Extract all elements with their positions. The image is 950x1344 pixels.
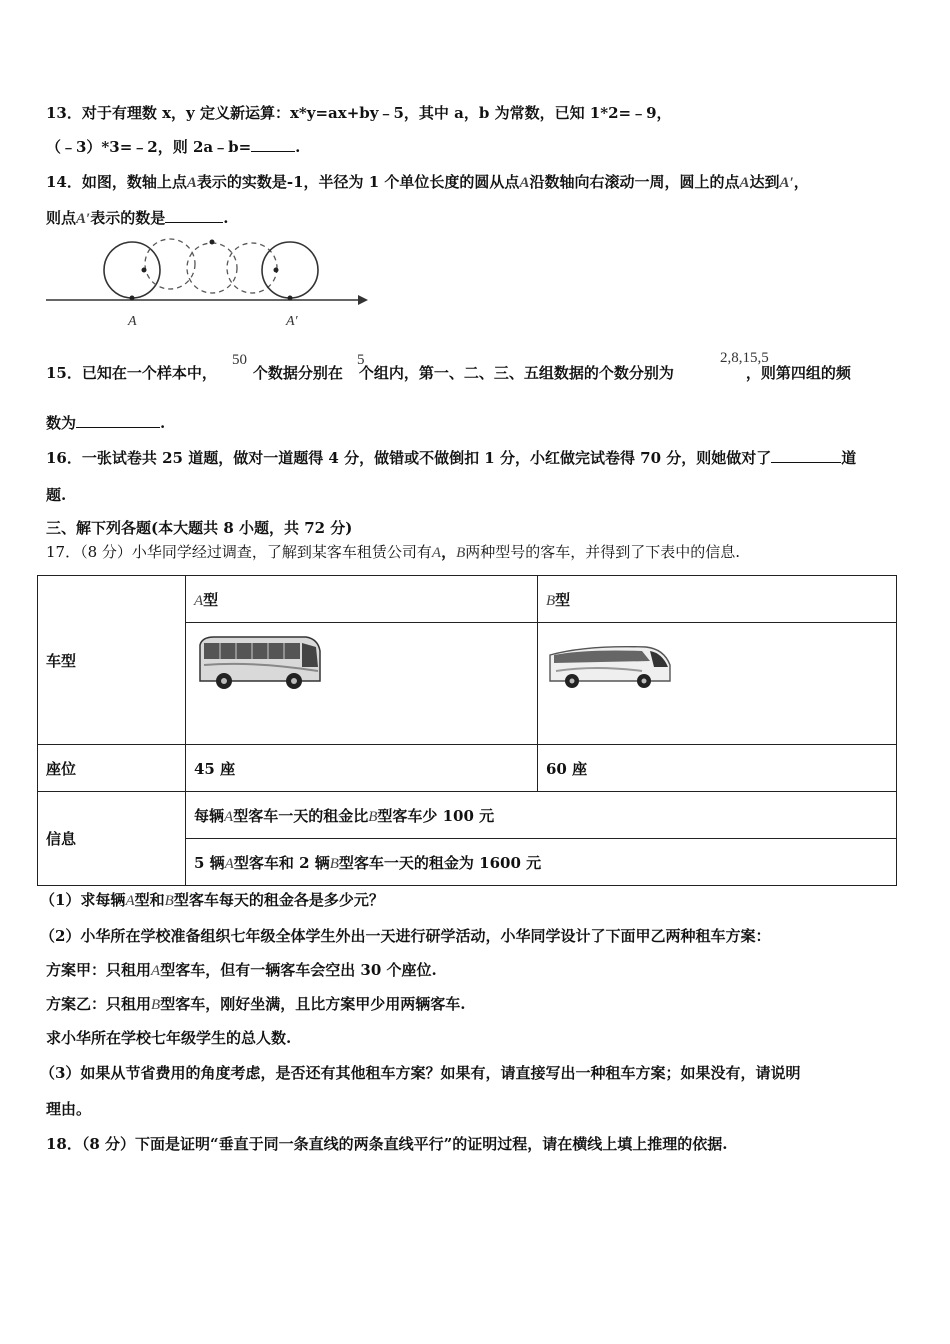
type-b-letter: B bbox=[546, 592, 556, 609]
q17-p1-a: （1）求每辆 bbox=[40, 891, 126, 909]
type-b-suffix: 型 bbox=[555, 590, 571, 609]
q16-text-end: 道 bbox=[841, 449, 857, 467]
info-line-1 bbox=[186, 792, 897, 839]
point-a-prime-dot bbox=[288, 296, 293, 301]
bus-info-table bbox=[37, 575, 897, 886]
q17-p1-c: 型客车每天的租金各是多少元？ bbox=[173, 891, 384, 909]
q14-line2-b: 表示的数是 bbox=[90, 209, 166, 227]
q15-line2-suffix: . bbox=[160, 414, 166, 432]
q17-part1 bbox=[40, 890, 384, 911]
info2-c: 型客车一天的租金为 1600 元 bbox=[338, 853, 542, 872]
info1-a: 每辆 bbox=[194, 806, 225, 825]
info1-letter-b: B bbox=[368, 808, 378, 825]
q13-line2-suffix: . bbox=[295, 138, 301, 156]
plan-b-suffix: 型客车，刚好坐满，且比方案甲少用两辆客车. bbox=[160, 995, 466, 1013]
row-label-info: 信息 bbox=[38, 792, 186, 886]
q15-part2: 个数据分别在 bbox=[252, 364, 343, 382]
q14-point-a-3: A bbox=[739, 175, 750, 191]
q16-line1 bbox=[46, 448, 856, 468]
q14-point-a-prime-2: A′ bbox=[76, 211, 91, 227]
q14-text-e: ， bbox=[793, 173, 809, 191]
q14-text-c: 沿数轴向右滚动一周，圆上的点 bbox=[529, 173, 740, 191]
q17-intro bbox=[46, 542, 740, 563]
section3-heading: 三、解下列各题(本大题共 8 小题，共 72 分) bbox=[46, 519, 353, 537]
info2-a: 5 辆 bbox=[194, 853, 225, 872]
q13-line1: 13．对于有理数 x，y 定义新运算：x*y=ax+by﹣5，其中 a，b 为常数，已知 1*2=﹣9， bbox=[46, 104, 672, 122]
type-a-suffix: 型 bbox=[203, 590, 219, 609]
bus-b-image-cell bbox=[538, 623, 897, 745]
q14-line1 bbox=[46, 172, 809, 193]
q14-point-a-prime: A′ bbox=[779, 175, 794, 191]
q14-answer-blank[interactable] bbox=[165, 208, 223, 223]
info2-letter-b: B bbox=[329, 855, 339, 872]
type-b-header bbox=[538, 576, 897, 623]
end-circle bbox=[262, 242, 318, 298]
q17-part3-line2: 理由。 bbox=[46, 1100, 92, 1118]
q16-answer-blank[interactable] bbox=[771, 448, 841, 463]
q17-ask: 求小华所在学校七年级学生的总人数. bbox=[46, 1029, 292, 1047]
q17-intro-letter-b: B bbox=[456, 545, 466, 561]
q13-line2 bbox=[46, 137, 300, 157]
bus-a-image-cell bbox=[186, 623, 538, 745]
q13-answer-blank[interactable] bbox=[251, 137, 295, 152]
q17-part2: （2）小华所在学校准备组织七年级全体学生外出一天进行研学活动，小华同学设计了下面甲乙两种租车方案： bbox=[40, 927, 771, 945]
rolling-circle-figure bbox=[40, 232, 380, 332]
q17-part3-line1: （3）如果从节省费用的角度考虑，是否还有其他租车方案？如果有，请直接写出一种租车方案；如果没有，请说明 bbox=[40, 1064, 801, 1082]
q17-intro-c: 两种型号的客车，并得到了下表中的信息. bbox=[465, 543, 741, 561]
info-line-2 bbox=[186, 839, 897, 886]
info1-b: 型客车一天的租金比 bbox=[233, 806, 369, 825]
q17-p1-letter-a: A bbox=[125, 893, 135, 909]
q15-line2-prefix: 数为 bbox=[46, 414, 77, 432]
q17-intro-letter-a: A bbox=[431, 545, 442, 561]
q14-line2 bbox=[46, 208, 229, 229]
figure-label-a: A bbox=[128, 314, 137, 329]
seat-a-value: 45 座 bbox=[186, 745, 538, 792]
q13-line2-prefix: （﹣3）*3=﹣2，则 2a﹣b= bbox=[46, 138, 252, 156]
q15-part1: 15．已知在一个样本中， bbox=[46, 364, 217, 382]
type-a-letter: A bbox=[194, 592, 204, 609]
row-label-seats: 座位 bbox=[38, 745, 186, 792]
q15-line2 bbox=[46, 413, 165, 433]
start-circle bbox=[104, 242, 160, 298]
q17-plan-a bbox=[46, 960, 437, 981]
bus-a-icon bbox=[194, 631, 324, 693]
q17-intro-a: 17．（8 分）小华同学经过调查，了解到某客车租赁公司有 bbox=[46, 543, 432, 561]
point-dot-top bbox=[210, 240, 215, 245]
q16-line2: 题. bbox=[46, 486, 67, 504]
q14-point-a: A bbox=[186, 175, 197, 191]
q16-text: 16．一张试卷共 25 道题，做对一道题得 4 分，做错或不做倒扣 1 分，小红做完试卷得 70 分，则她做对了 bbox=[46, 449, 772, 467]
figure-label-a-prime: A′ bbox=[286, 314, 298, 329]
q14-line2-c: . bbox=[223, 209, 229, 227]
plan-b-prefix: 方案乙：只租用 bbox=[46, 995, 152, 1013]
q14-point-a-2: A bbox=[519, 175, 530, 191]
plan-a-suffix: 型客车，但有一辆客车会空出 30 个座位. bbox=[160, 961, 437, 979]
q17-intro-comma: ， bbox=[441, 543, 457, 561]
info1-letter-a: A bbox=[224, 808, 234, 825]
q15-num-50: 50 bbox=[232, 352, 247, 368]
info1-c: 型客车少 100 元 bbox=[377, 806, 495, 825]
q14-text-a: 14．如图，数轴上点 bbox=[46, 173, 187, 191]
row-label-type: 车型 bbox=[38, 576, 186, 745]
point-a-dot bbox=[130, 296, 135, 301]
info2-b: 型客车和 2 辆 bbox=[233, 853, 330, 872]
q14-text-d: 达到 bbox=[749, 173, 780, 191]
q17-p1-b: 型和 bbox=[134, 891, 165, 909]
info2-letter-a: A bbox=[224, 855, 234, 872]
seat-b-value: 60 座 bbox=[538, 745, 897, 792]
q15-nums: 2,8,15,5 bbox=[720, 350, 769, 366]
q17-p1-letter-b: B bbox=[164, 893, 174, 909]
axis-arrow-icon bbox=[358, 295, 368, 305]
plan-a-letter: A bbox=[151, 963, 161, 979]
plan-b-letter: B bbox=[151, 997, 161, 1013]
q17-plan-b bbox=[46, 994, 465, 1015]
bus-b-icon bbox=[546, 641, 676, 693]
q15-part3: 个组内，第一、二、三、五组数据的个数分别为 bbox=[358, 364, 674, 382]
q15-num-5: 5 bbox=[357, 352, 365, 368]
q14-text-b: 表示的实数是-1，半径为 1 个单位长度的圆从点 bbox=[196, 173, 520, 191]
q15-part4: ，则第四组的频 bbox=[745, 364, 851, 382]
q18-text: 18．（8 分）下面是证明“垂直于同一条直线的两条直线平行”的证明过程，请在横线上填上推理的依据. bbox=[46, 1135, 728, 1153]
q15-answer-blank[interactable] bbox=[76, 413, 160, 428]
center-dot-2 bbox=[274, 268, 279, 273]
q14-line2-a: 则点 bbox=[46, 209, 77, 227]
type-a-header bbox=[186, 576, 538, 623]
plan-a-prefix: 方案甲：只租用 bbox=[46, 961, 152, 979]
center-dot-1 bbox=[142, 268, 147, 273]
